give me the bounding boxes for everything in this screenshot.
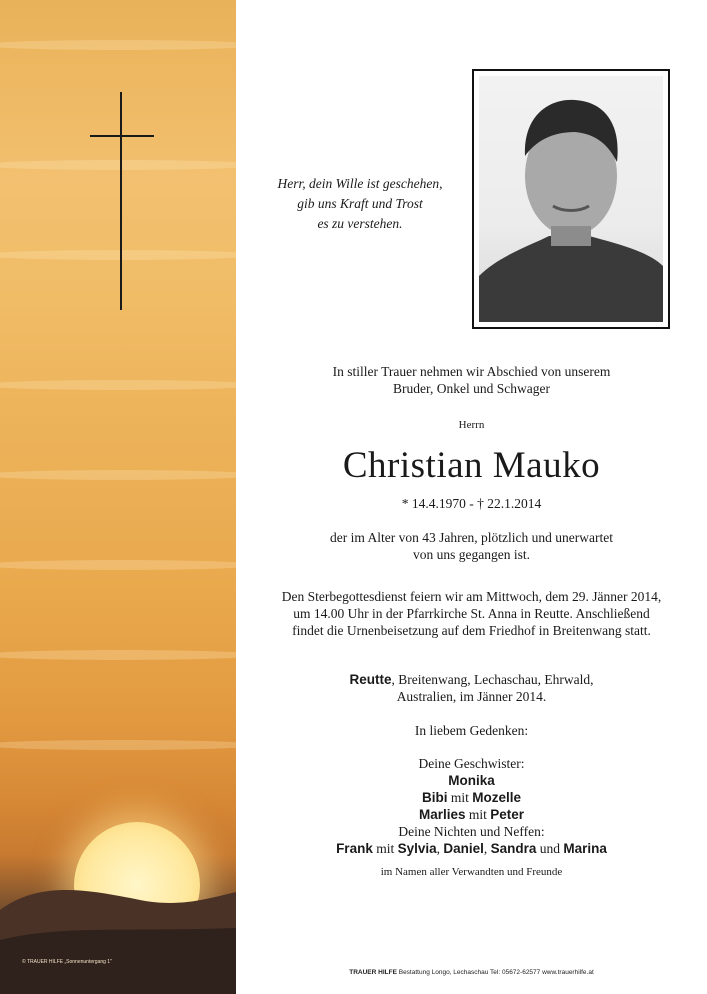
family-name: Frank	[336, 841, 373, 856]
place-line: Australien, im Jänner 2014.	[396, 689, 547, 704]
quote-line: gib uns Kraft und Trost	[297, 196, 423, 211]
intro-text	[236, 363, 707, 397]
memory-text: In liebem Gedenken:	[414, 723, 529, 738]
family-line	[236, 840, 707, 857]
intro-line: Bruder, Onkel und Schwager	[393, 381, 550, 396]
quote-line: Herr, dein Wille ist geschehen,	[277, 176, 443, 191]
place-bold: Reutte	[349, 672, 392, 687]
family-line	[236, 789, 707, 806]
closing-text: im Namen aller Verwandten und Freunde	[380, 866, 563, 878]
age-line: der im Alter von 43 Jahren, plötzlich und unerwartet	[329, 530, 614, 545]
age-text	[236, 529, 707, 563]
footer-text: Bestattung Longo, Lechaschau Tel: 05672-62577 www.trauerhilfe.at	[396, 969, 594, 976]
service-text	[236, 588, 707, 639]
family-line	[236, 772, 707, 789]
place-date	[236, 671, 707, 705]
cloud-streak	[0, 560, 236, 570]
salutation: Herrn	[458, 419, 485, 431]
family-joiner: und	[536, 841, 564, 856]
family-name: Sylvia	[397, 841, 437, 856]
family-joiner: ,	[436, 841, 444, 856]
cloud-streak	[0, 160, 236, 170]
cross-symbol-bar	[90, 135, 154, 137]
service-line: findet die Urnenbeisetzung auf dem Friedhof in Breitenwang statt.	[292, 623, 651, 638]
family-name: Bibi	[421, 790, 448, 805]
intro-line: In stiller Trauer nehmen wir Abschied von unserem	[332, 364, 611, 379]
family-list	[236, 755, 707, 857]
family-joiner: mit	[372, 841, 398, 856]
portrait-image	[479, 76, 663, 322]
family-joiner: ,	[483, 841, 491, 856]
family-name: Peter	[490, 807, 525, 822]
cloud-streak	[0, 380, 236, 390]
family-joiner: mit	[465, 807, 491, 822]
life-dates: * 14.4.1970 - † 22.1.2014	[401, 496, 542, 511]
portrait-photo	[472, 69, 670, 329]
cloud-streak	[0, 250, 236, 260]
footer	[236, 969, 707, 976]
family-joiner: mit	[447, 790, 473, 805]
cloud-streak	[0, 40, 236, 50]
family-name: Mozelle	[472, 790, 522, 805]
cloud-streak	[0, 740, 236, 750]
cloud-streak	[0, 470, 236, 480]
family-name: Sandra	[490, 841, 537, 856]
person-silhouette-icon	[479, 76, 663, 322]
cloud-streak	[0, 650, 236, 660]
siblings-label: Deine Geschwister:	[418, 756, 525, 771]
hills-silhouette	[0, 870, 236, 994]
family-name: Monika	[448, 773, 495, 788]
family-name: Marlies	[418, 807, 466, 822]
service-line: um 14.00 Uhr in der Pfarrkirche St. Anna in Reutte. Anschließend	[293, 606, 650, 621]
footer-brand: TRAUER HILFE	[349, 969, 397, 976]
bible-quote	[260, 174, 460, 234]
family-line	[236, 806, 707, 823]
place-rest: , Breitenwang, Lechaschau, Ehrwald,	[391, 672, 594, 687]
deceased-name: Christian Mauko	[342, 445, 601, 486]
cross-symbol	[120, 92, 122, 310]
nephews-label: Deine Nichten und Neffen:	[398, 824, 545, 839]
family-name: Daniel	[443, 841, 484, 856]
image-credit: © TRAUER HILFE „Sonnenuntergang 1"	[22, 959, 112, 965]
age-line: von uns gegangen ist.	[413, 547, 530, 562]
sunset-panel	[0, 0, 236, 994]
family-name: Marina	[563, 841, 607, 856]
service-line: Den Sterbegottesdienst feiern wir am Mittwoch, dem 29. Jänner 2014,	[281, 589, 662, 604]
quote-line: es zu verstehen.	[317, 216, 403, 231]
place-line	[236, 671, 707, 688]
